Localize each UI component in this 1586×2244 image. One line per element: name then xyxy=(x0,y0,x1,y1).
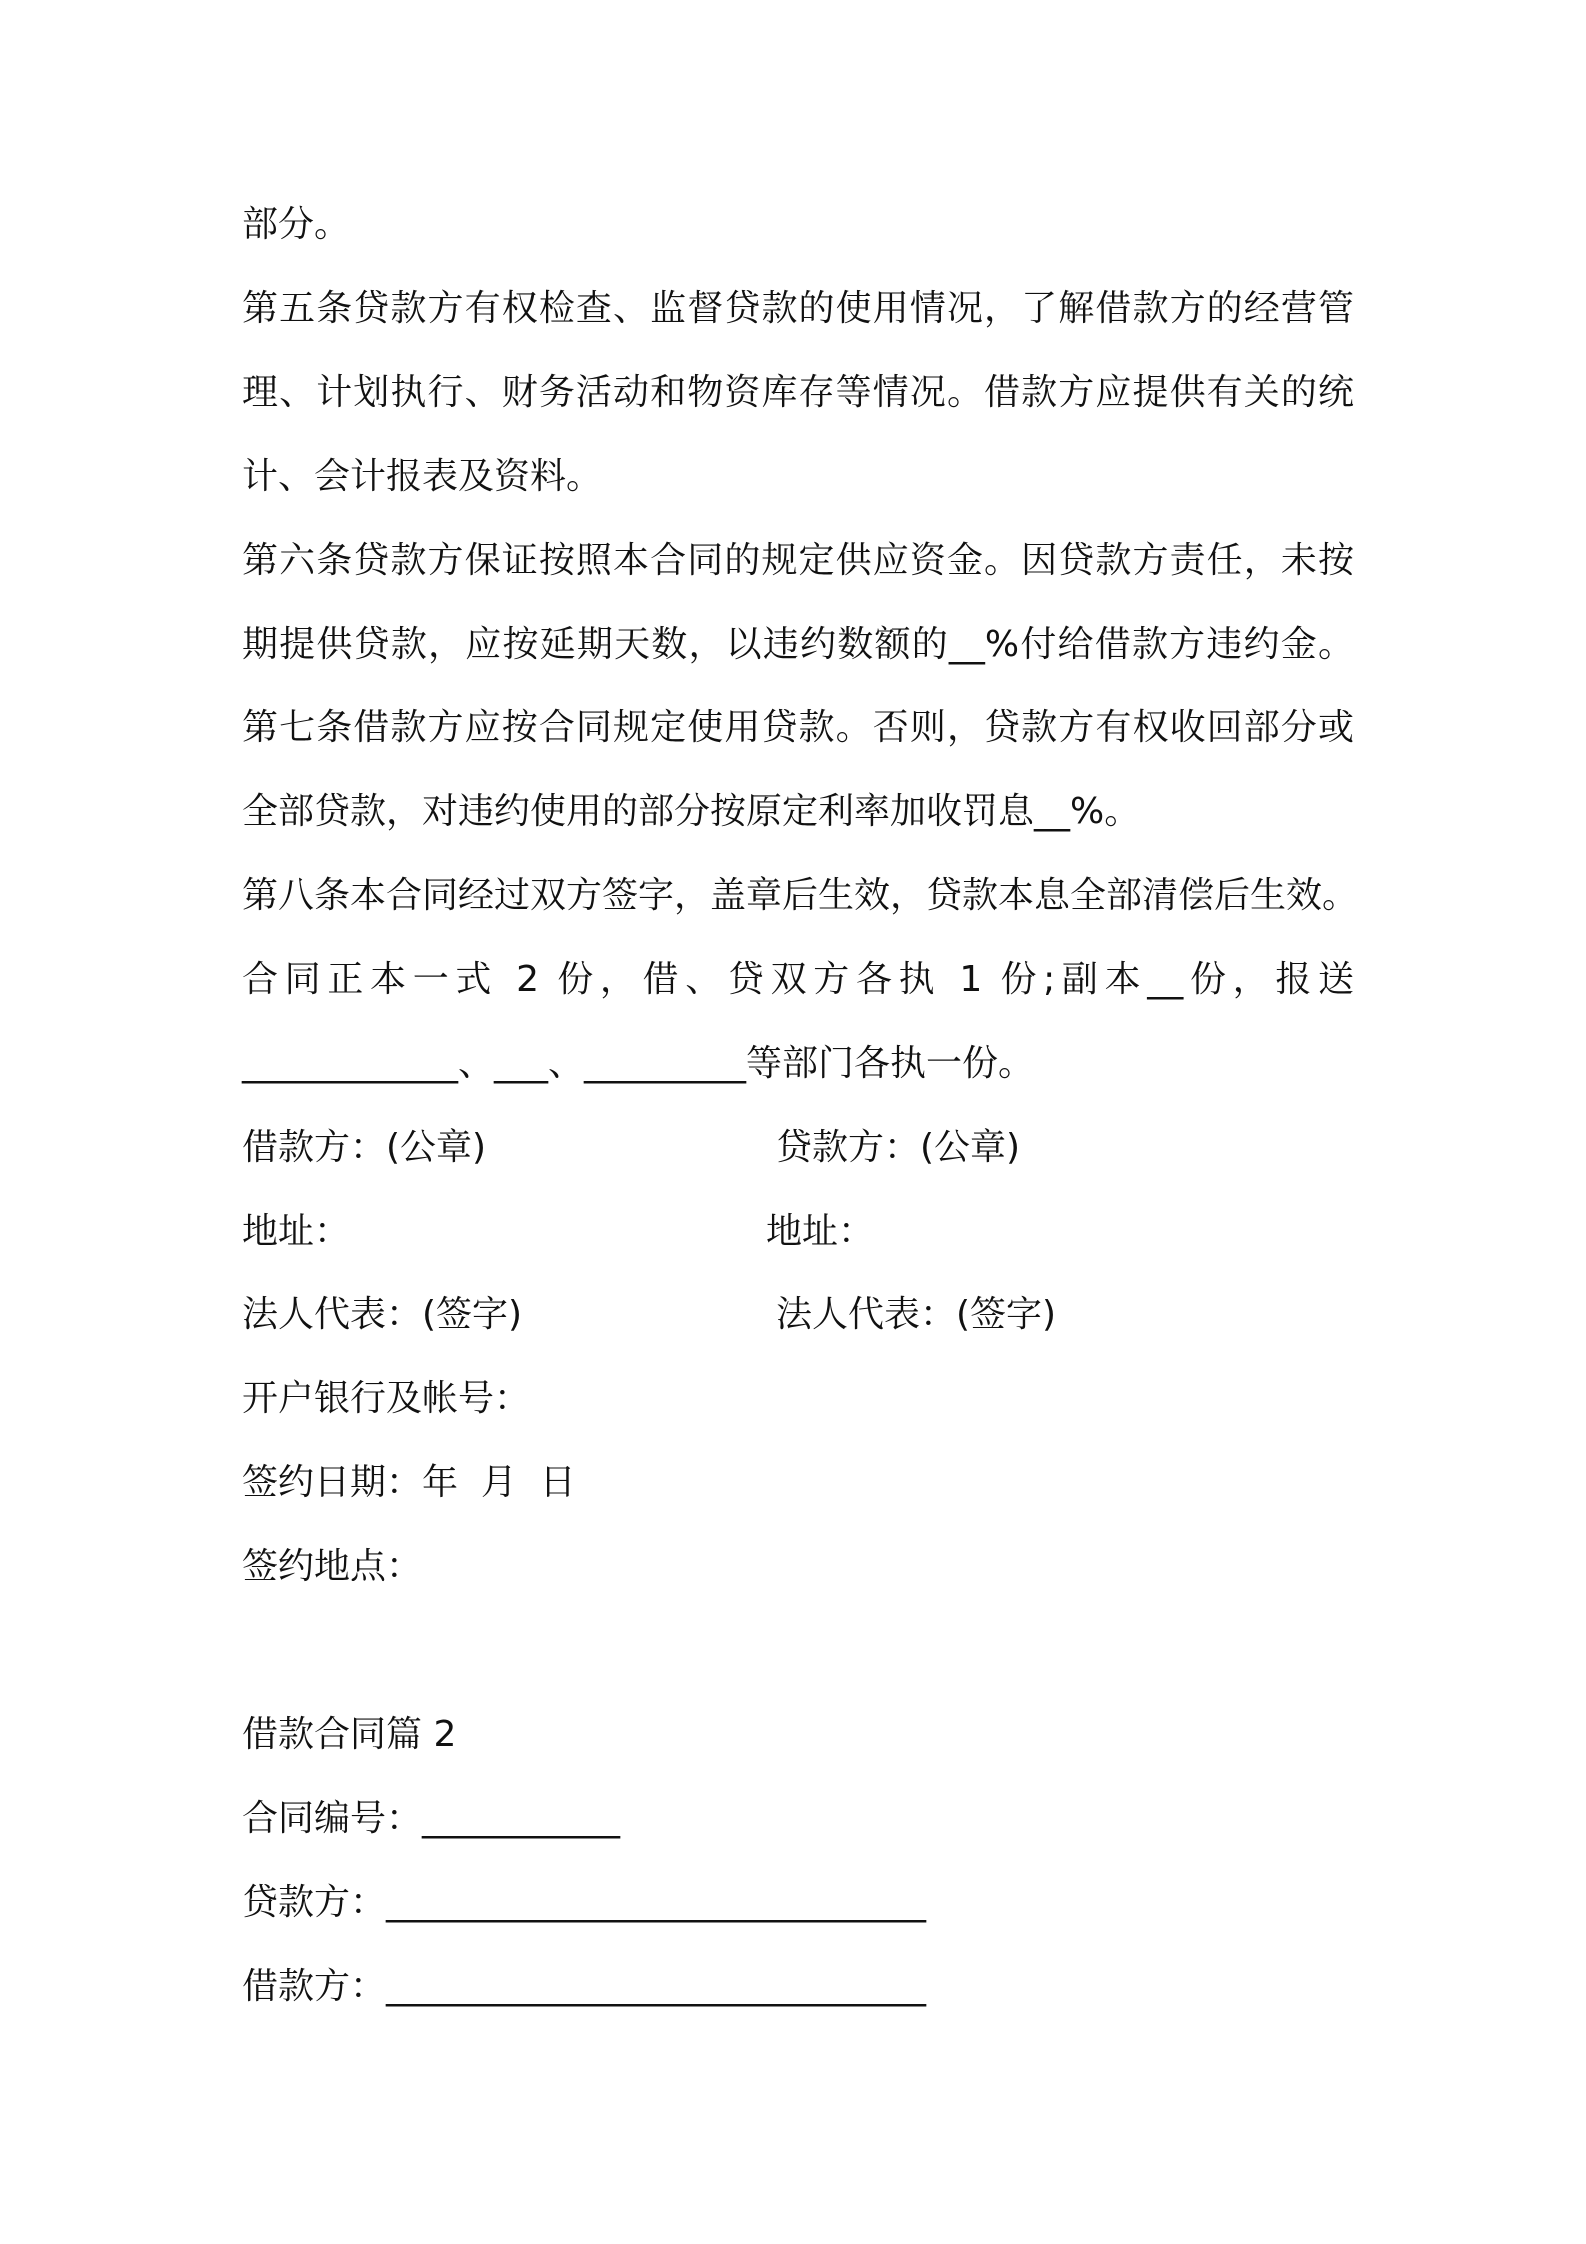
lender-seal-label: 贷款方：(公章) xyxy=(776,1127,1021,1168)
legal-rep-right-label: 法人代表：(签字) xyxy=(776,1294,1057,1335)
section-title: 借款合同篇 2 xyxy=(242,1714,457,1755)
text-line: 第五条贷款方有权检查、监督贷款的使用情况，了解借款方的经营管 xyxy=(242,288,1354,329)
borrower-field: 借款方：______________________________ xyxy=(242,1966,927,2007)
address-right-label: 地址： xyxy=(766,1211,875,1252)
text-line: 理、计划执行、财务活动和物资库存等情况。借款方应提供有关的统 xyxy=(242,372,1354,413)
text-line: 部分。 xyxy=(242,204,351,245)
text-line: 合同正本一式 2 份，借、贷双方各执 1 份;副本__份，报送 xyxy=(242,959,1354,1000)
text-line: 第八条本合同经过双方签字，盖章后生效，贷款本息全部清偿后生效。 xyxy=(242,875,1359,916)
legal-rep-left-label: 法人代表：(签字) xyxy=(242,1294,523,1335)
lender-field: 贷款方：______________________________ xyxy=(242,1882,927,1923)
borrower-seal-label: 借款方：(公章) xyxy=(242,1127,487,1168)
text-line: 第七条借款方应按合同规定使用贷款。否则，贷款方有权收回部分或 xyxy=(242,707,1354,748)
text-line: 全部贷款，对违约使用的部分按原定利率加收罚息__%。 xyxy=(242,791,1141,832)
address-left-label: 地址： xyxy=(242,1211,351,1252)
text-line: ____________、___、_________等部门各执一份。 xyxy=(242,1043,1035,1084)
sign-date-label: 签约日期：年 月 日 xyxy=(242,1462,576,1503)
bank-account-label: 开户银行及帐号： xyxy=(242,1378,531,1419)
text-line: 第六条贷款方保证按照本合同的规定供应资金。因贷款方责任，未按 xyxy=(242,540,1354,581)
sign-place-label: 签约地点： xyxy=(242,1546,423,1587)
contract-number-field: 合同编号：___________ xyxy=(242,1798,621,1839)
text-line: 期提供贷款，应按延期天数，以违约数额的__%付给借款方违约金。 xyxy=(242,624,1354,665)
text-line: 计、会计报表及资料。 xyxy=(242,456,603,497)
